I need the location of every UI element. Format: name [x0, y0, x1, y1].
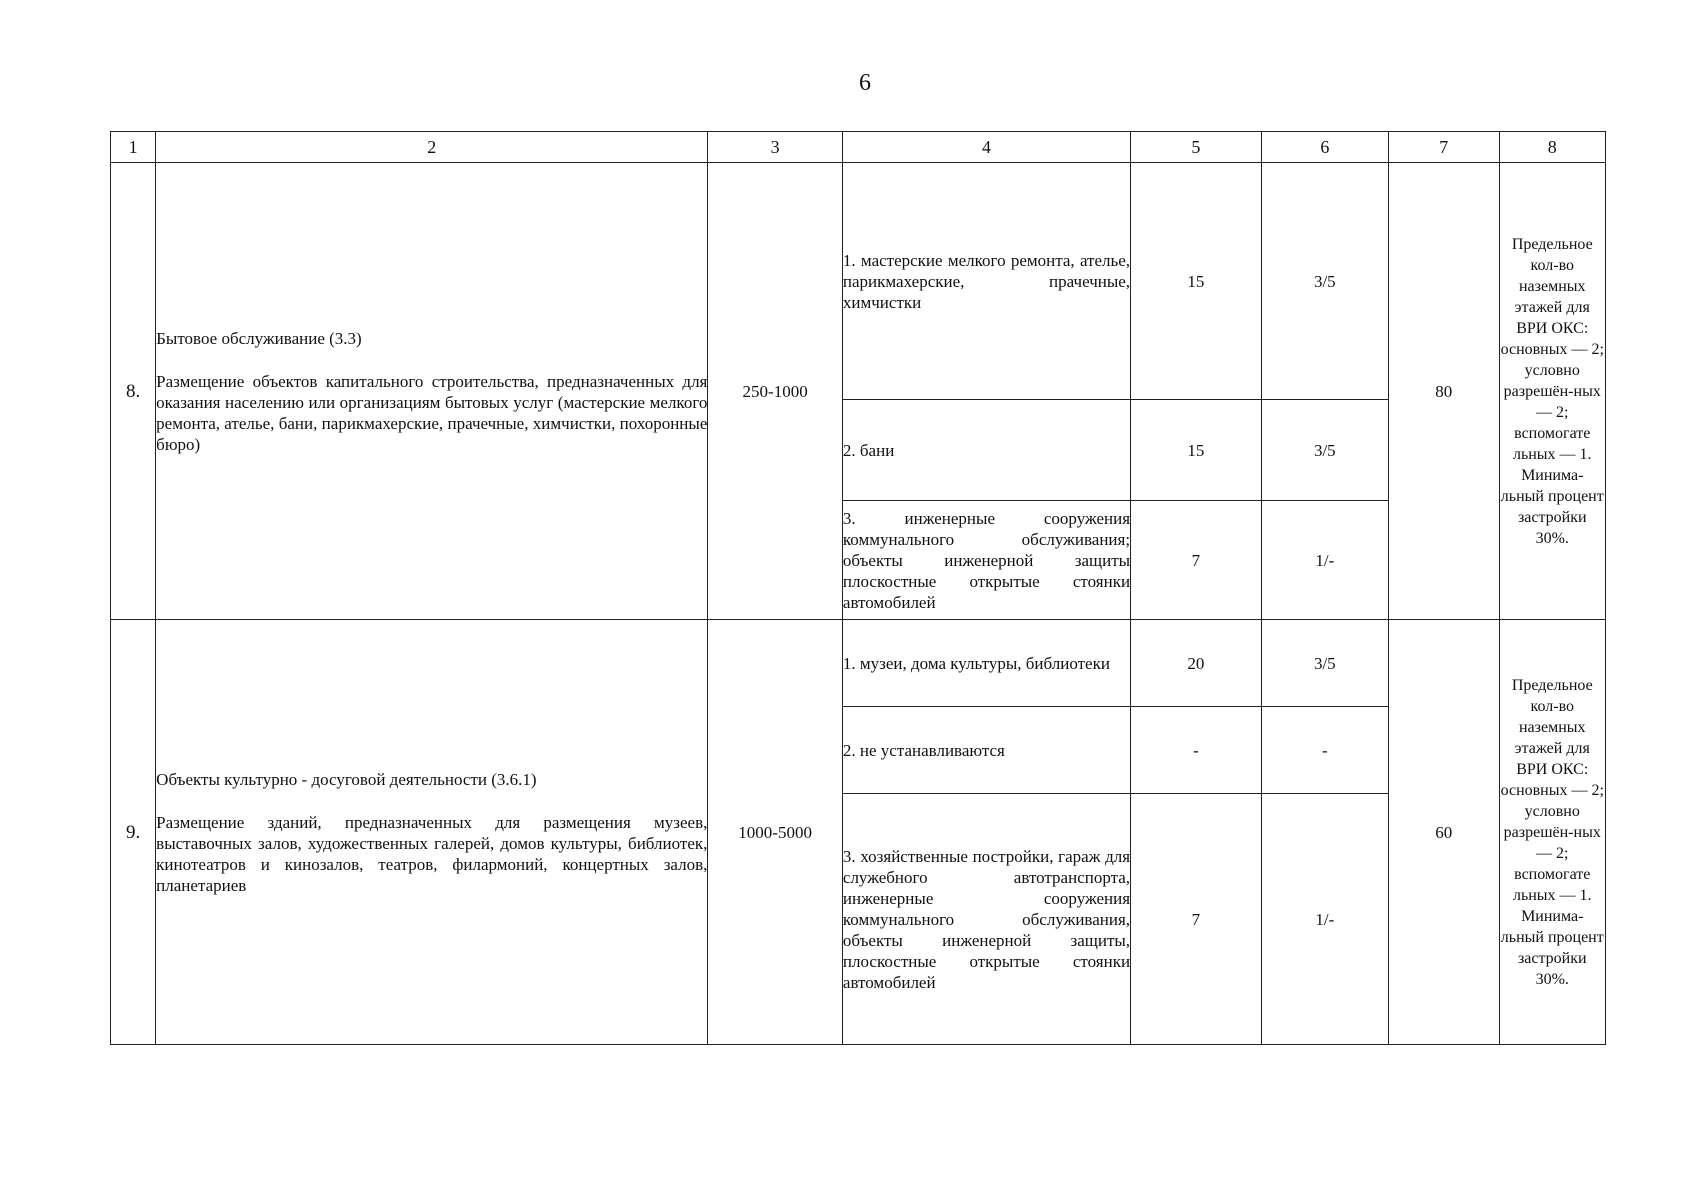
use-description: Размещение зданий, предназначенных для размещения музеев, выставочных залов, художественных галерей, домов культуры, библиотек, кинотеатров и кинозалов, театров, филармоний, концертных залов, планетариев — [156, 812, 708, 895]
sub-use-col5: 7 — [1131, 501, 1262, 620]
table-row — [111, 620, 1606, 707]
sub-use-col5: 15 — [1131, 163, 1262, 400]
col7-value: 60 — [1389, 620, 1499, 1045]
regulations-table — [110, 131, 1606, 1045]
sub-use-col5: 7 — [1131, 794, 1262, 1045]
use-title: Объекты культурно - досуговой деятельности (3.6.1) — [156, 769, 537, 789]
sub-use-col6: 3/5 — [1261, 163, 1389, 400]
sub-use-text: 3. инженерные сооружения коммунального обслуживания; объекты инженерной защиты плоскостные открытые стоянки автомобилей — [842, 501, 1130, 620]
row-number: 9. — [111, 620, 156, 1045]
sub-use-col6: 1/- — [1261, 501, 1389, 620]
page-number: 6 — [859, 70, 871, 96]
area-range: 250-1000 — [708, 163, 843, 620]
sub-use-text: 3. хозяйственные постройки, гараж для служебного автотранспорта, инженерные сооружения коммунального обслуживания, объекты инженерной защиты, плоскостные открытые стоянки автомобилей — [842, 794, 1130, 1045]
header-cell: 3 — [708, 132, 843, 163]
sub-use-col5: 20 — [1131, 620, 1262, 707]
sub-use-text: 1. музеи, дома культуры, библиотеки — [842, 620, 1130, 707]
header-cell: 5 — [1131, 132, 1262, 163]
header-row — [111, 132, 1606, 163]
sub-use-col6: 3/5 — [1261, 620, 1389, 707]
sub-use-col5: - — [1131, 707, 1262, 794]
sub-use-text: 1. мастерские мелкого ремонта, ателье, парикмахерские, прачечные, химчистки — [842, 163, 1130, 400]
col7-value: 80 — [1389, 163, 1499, 620]
table-row — [111, 163, 1606, 400]
floors-note: Предельное кол-во наземных этажей для ВРИ ОКС: основных — 2; условно разрешён-ных — 2; вспомогате льных — 1. Минима-льный процент застройки 30%. — [1499, 163, 1605, 620]
sub-use-text: 2. бани — [842, 400, 1130, 501]
floors-note: Предельное кол-во наземных этажей для ВРИ ОКС: основных — 2; условно разрешён-ных — 2; вспомогате льных — 1. Минима-льный процент застройки 30%. — [1499, 620, 1605, 1045]
header-cell: 6 — [1261, 132, 1389, 163]
sub-use-col6: - — [1261, 707, 1389, 794]
header-cell: 7 — [1389, 132, 1499, 163]
header-cell: 8 — [1499, 132, 1605, 163]
sub-use-col6: 1/- — [1261, 794, 1389, 1045]
header-cell: 2 — [156, 132, 708, 163]
use-description-cell — [156, 163, 708, 620]
area-range: 1000-5000 — [708, 620, 843, 1045]
use-description: Размещение объектов капитального строительства, предназначенных для оказания населению или организациям бытовых услуг (мастерские мелкого ремонта, ателье, бани, парикмахерские, прачечные, химчистки, похоронные бюро) — [156, 371, 708, 454]
sub-use-col6: 3/5 — [1261, 400, 1389, 501]
use-description-cell — [156, 620, 708, 1045]
sub-use-text: 2. не устанавливаются — [842, 707, 1130, 794]
use-title: Бытовое обслуживание (3.3) — [156, 328, 362, 348]
header-cell: 1 — [111, 132, 156, 163]
row-number: 8. — [111, 163, 156, 620]
header-cell: 4 — [842, 132, 1130, 163]
sub-use-col5: 15 — [1131, 400, 1262, 501]
